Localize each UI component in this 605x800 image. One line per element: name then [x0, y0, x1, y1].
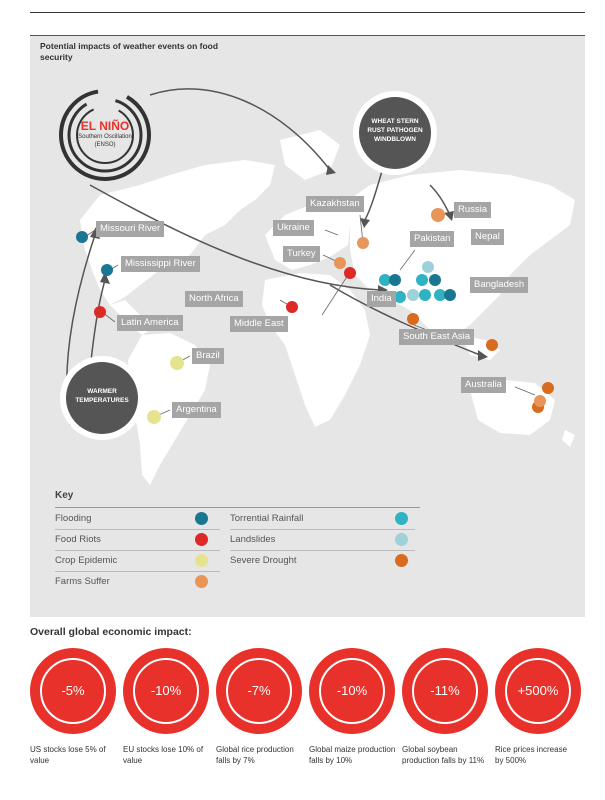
- dot-russia-farms: [431, 208, 445, 222]
- legend-item-food-riots: Food Riots: [55, 534, 101, 545]
- impact-desc-us-stocks: US stocks lose 5% of value: [30, 745, 106, 765]
- dot-turkey-farms: [334, 257, 346, 269]
- label-turkey: Turkey: [283, 246, 320, 262]
- map-panel: [30, 35, 585, 617]
- impact-value: -7%: [247, 683, 271, 698]
- legend-separator: [230, 529, 415, 530]
- legend-separator: [55, 529, 220, 530]
- impact-title: Overall global economic impact:: [30, 626, 192, 638]
- label-latin-america: Latin America: [117, 315, 183, 331]
- enso-subtitle: Southern Oscillation: [78, 134, 132, 140]
- legend-separator: [230, 550, 415, 551]
- impact-circle-rice-production: [216, 648, 302, 734]
- label-ukraine: Ukraine: [273, 220, 314, 236]
- legend-dot-food-riots: [195, 533, 208, 546]
- legend-item-severe-drought: Severe Drought: [230, 555, 297, 566]
- dot-nepal-flooding: [429, 274, 441, 286]
- legend-dot-flooding: [195, 512, 208, 525]
- label-russia: Russia: [454, 202, 491, 218]
- dot-latin-america-riots: [94, 306, 106, 318]
- enso-abbr: (ENSO): [94, 142, 116, 148]
- label-argentina: Argentina: [172, 402, 221, 418]
- legend-item-torrential-rainfall: Torrential Rainfall: [230, 513, 304, 524]
- dot-india-rainfall: [416, 274, 428, 286]
- dot-bangladesh-flooding: [444, 289, 456, 301]
- label-middle-east: Middle East: [230, 316, 288, 332]
- top-rule: [30, 12, 585, 13]
- legend-item-farms-suffer: Farms Suffer: [55, 576, 110, 587]
- impact-value: -11%: [430, 683, 460, 698]
- dot-brazil-crop-epidemic: [170, 356, 184, 370]
- impact-value: +500%: [517, 683, 559, 698]
- dot-north-africa-riots: [286, 301, 298, 313]
- impact-circle-rice-prices: [495, 648, 581, 734]
- asia-shape: [335, 170, 575, 340]
- impact-value: -10%: [150, 683, 182, 698]
- impact-circle-us-stocks: [30, 648, 116, 734]
- label-bangladesh: Bangladesh: [470, 277, 528, 293]
- dot-india-rainfall-3: [394, 291, 406, 303]
- dot-india-rainfall-2: [419, 289, 431, 301]
- legend-separator: [55, 571, 220, 572]
- enso-title: EL NIÑO: [80, 119, 130, 133]
- dot-middle-east-riots: [344, 267, 356, 279]
- label-pakistan: Pakistan: [410, 231, 454, 247]
- wheat-rust-text: WHEAT STERN RUST PATHOGEN WINDBLOWN: [367, 118, 423, 143]
- label-brazil: Brazil: [192, 348, 224, 364]
- legend-title-rule: [55, 507, 420, 508]
- dot-south-east-asia-drought: [486, 339, 498, 351]
- label-kazakhstan: Kazakhstan: [306, 196, 364, 212]
- impact-desc-maize-production: Global maize production falls by 10%: [309, 745, 396, 765]
- legend-dot-crop-epidemic: [195, 554, 208, 567]
- legend-dot-landslides: [395, 533, 408, 546]
- dot-india-drought: [407, 313, 419, 325]
- label-missouri-river: Missouri River: [96, 221, 164, 237]
- impact-desc-rice-production: Global rice production falls by 7%: [216, 745, 294, 765]
- dot-argentina-crop-epidemic: [147, 410, 161, 424]
- impact-desc-soybean-production: Global soybean production falls by 11%: [402, 745, 485, 765]
- dot-missouri-flooding: [76, 231, 88, 243]
- continents: [80, 130, 575, 485]
- legend-item-crop-epidemic: Crop Epidemic: [55, 555, 118, 566]
- new-zealand-shape: [562, 430, 575, 447]
- legend-separator: [55, 550, 220, 551]
- dot-australia-farms: [534, 395, 546, 407]
- label-north-africa: North Africa: [185, 291, 243, 307]
- africa-shape: [262, 273, 370, 427]
- label-nepal: Nepal: [471, 229, 504, 245]
- warmer-temps-text: WARMER TEMPERATURES: [75, 388, 129, 404]
- dot-mississippi-flooding: [101, 264, 113, 276]
- dot-india-landslides-2: [407, 289, 419, 301]
- label-australia: Australia: [461, 377, 506, 393]
- impact-desc-eu-stocks: EU stocks lose 10% of value: [123, 745, 204, 765]
- label-india: India: [367, 291, 396, 307]
- legend-dot-torrential-rainfall: [395, 512, 408, 525]
- label-south-east-asia: South East Asia: [399, 329, 474, 345]
- impact-circle-maize-production: [309, 648, 395, 734]
- dot-ukraine-farms: [357, 237, 369, 249]
- legend-title: Key: [55, 490, 74, 501]
- label-mississippi-river: Mississippi River: [121, 256, 200, 272]
- dot-pakistan-flooding: [389, 274, 401, 286]
- map-title: Potential impacts of weather events on food security: [40, 41, 219, 62]
- impact-value: -10%: [336, 683, 368, 698]
- legend-box: [50, 485, 425, 603]
- impact-desc-rice-prices: Rice prices increase by 500%: [495, 745, 568, 765]
- legend-item-flooding: Flooding: [55, 513, 92, 524]
- legend-dot-farms-suffer: [195, 575, 208, 588]
- legend-dot-severe-drought: [395, 554, 408, 567]
- legend-item-landslides: Landslides: [230, 534, 276, 545]
- dot-australia-drought-north: [542, 382, 554, 394]
- impact-circle-soybean-production: [402, 648, 488, 734]
- dot-india-landslides: [422, 261, 434, 273]
- impact-circle-eu-stocks: [123, 648, 209, 734]
- impact-value: -5%: [61, 683, 85, 698]
